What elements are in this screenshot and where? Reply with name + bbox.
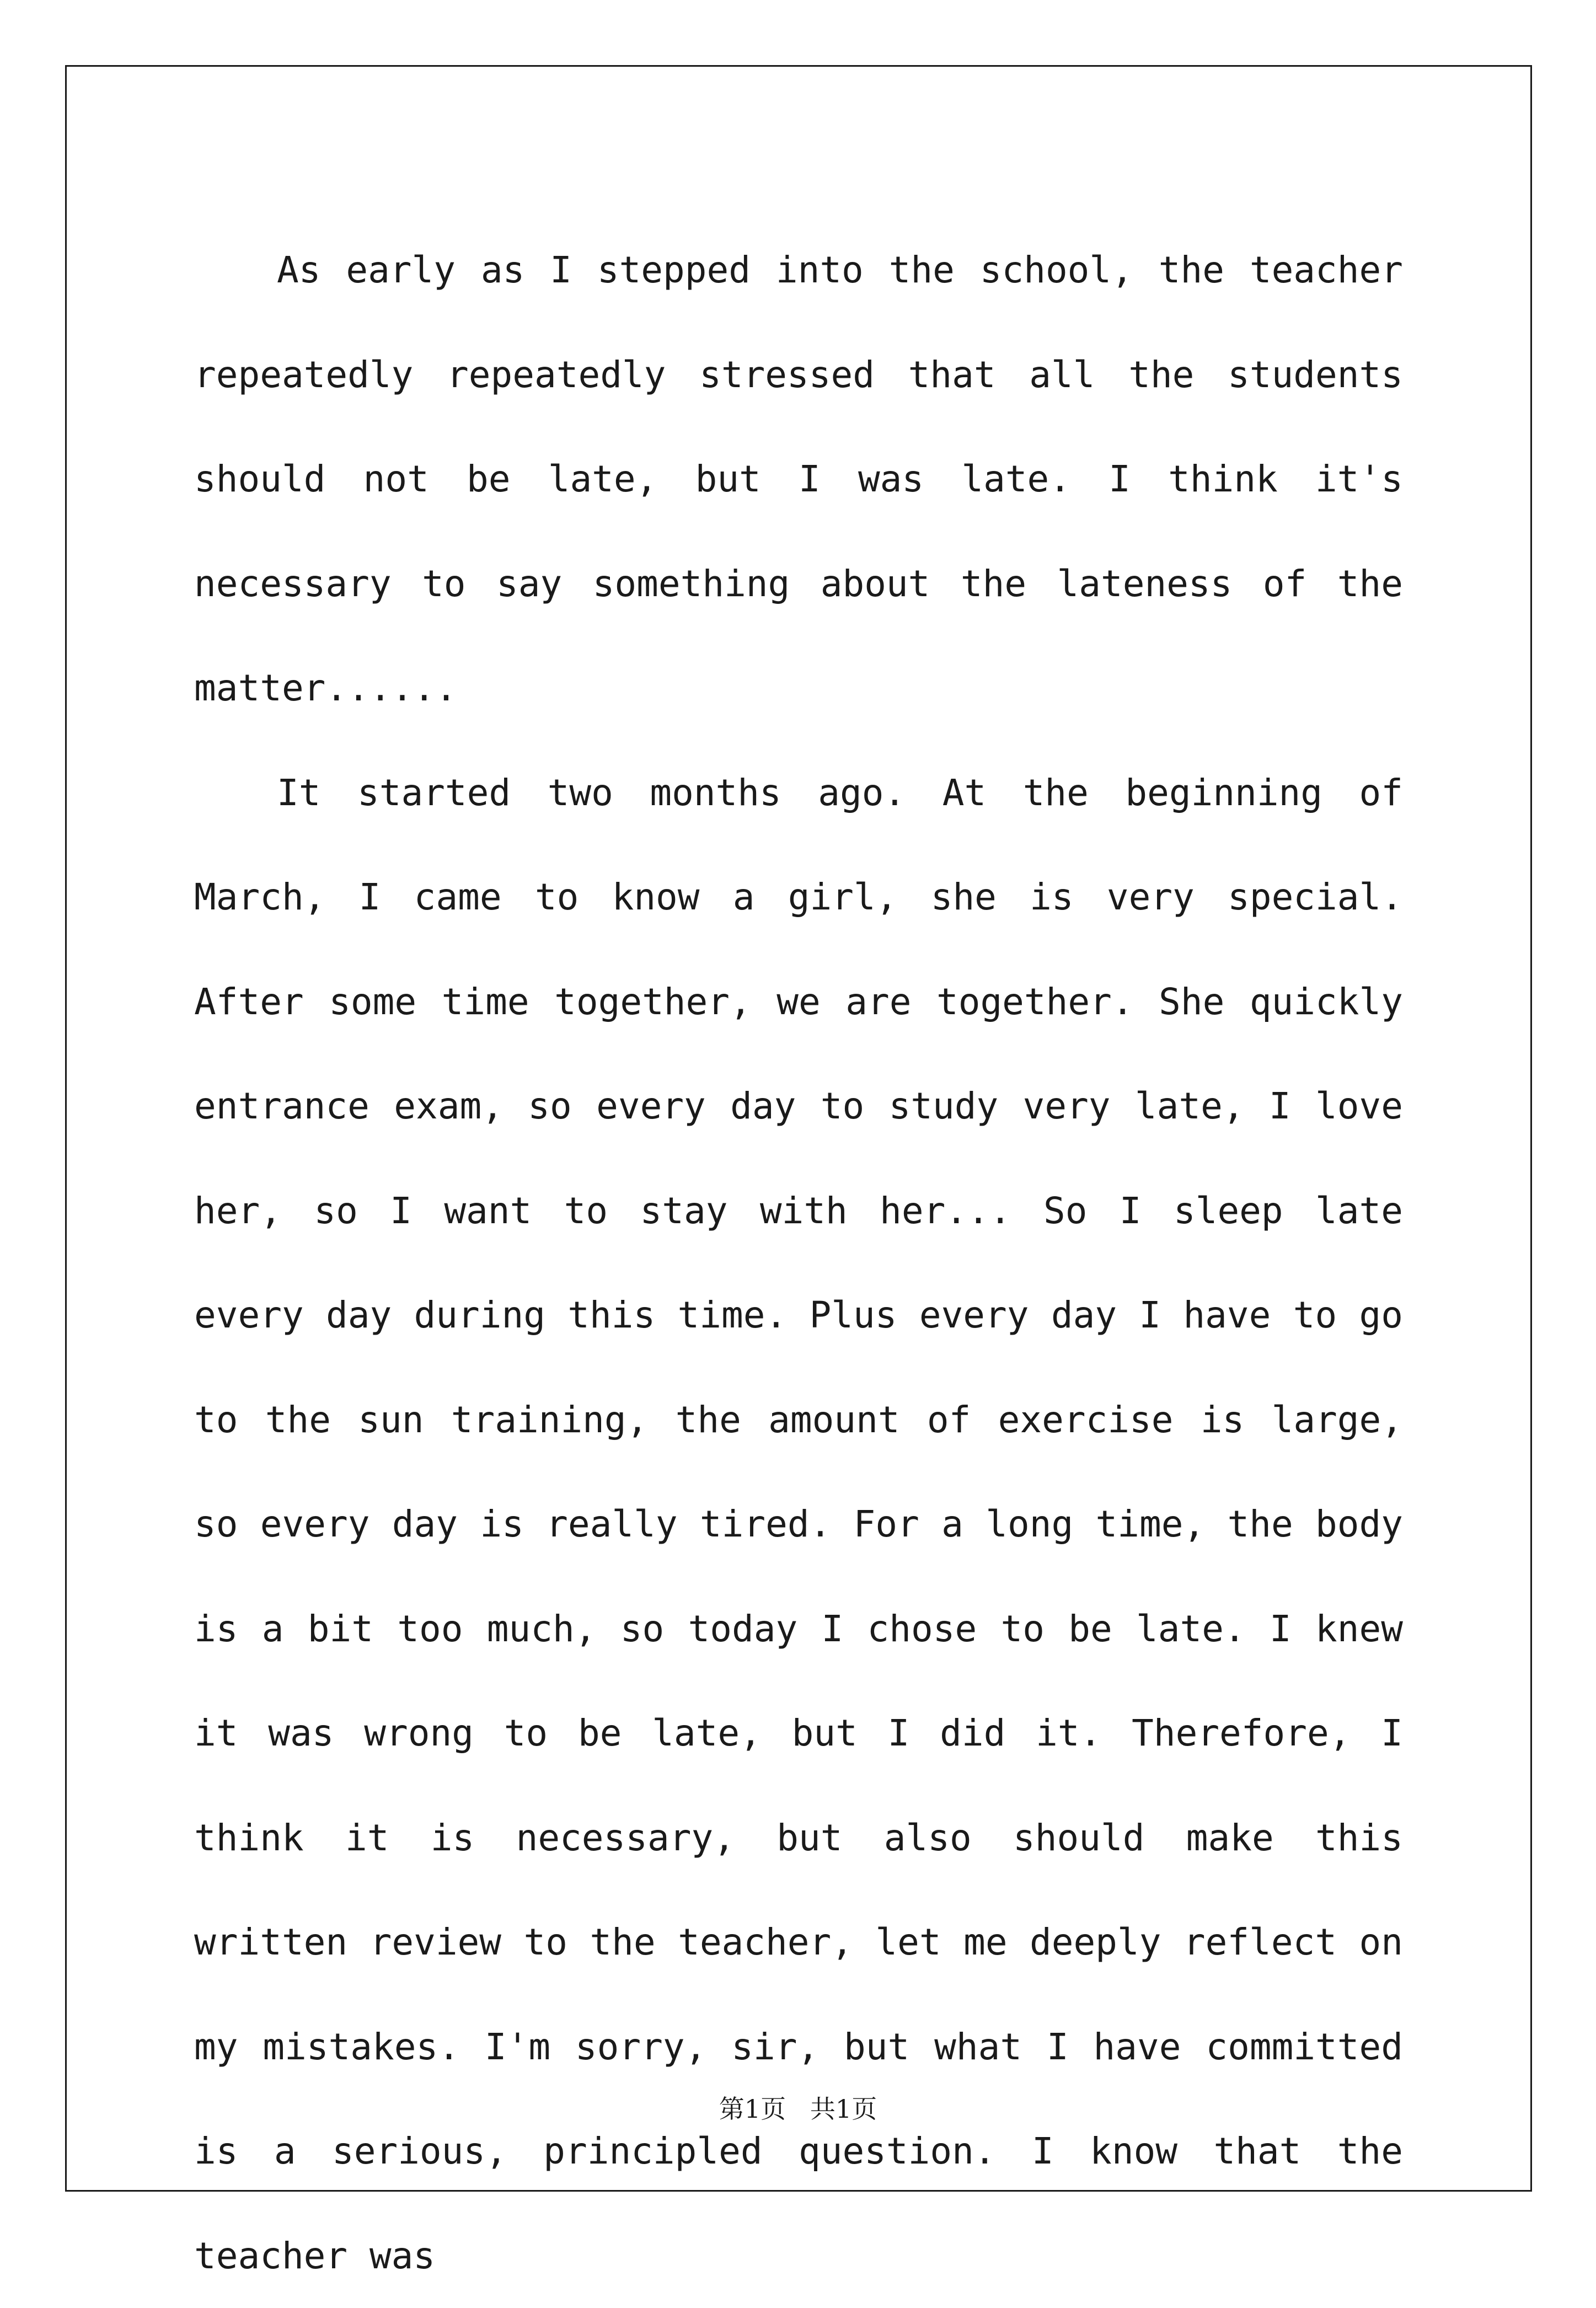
document-body xyxy=(194,218,1403,2308)
paragraph-2: It started two months ago. At the beginning of March, I came to know a girl, she is very special. After some time together, we are together. She quickly entrance exam, so every day to study very late, I love her, so I want to stay with her... So I sleep late every day during this time. Plus every day I have to go to the sun training, the amount of exercise is large, so every day is really tired. For a long time, the body is a bit too much, so today I chose to be late. I knew it was wrong to be late, but I did it. Therefore, I think it is necessary, but also should make this written review to the teacher, let me deeply reflect on my mistakes. I'm sorry, sir, but what I have committed is a serious, principled question. I know that the teacher was xyxy=(194,741,1403,2308)
page-number-footer: 第1页 共1页 xyxy=(0,2089,1596,2125)
paragraph-1: As early as I stepped into the school, the teacher repeatedly repeatedly stressed that all the students should not be late, but I was late. I think it's necessary to say something about the lateness of the matter...... xyxy=(194,218,1403,741)
